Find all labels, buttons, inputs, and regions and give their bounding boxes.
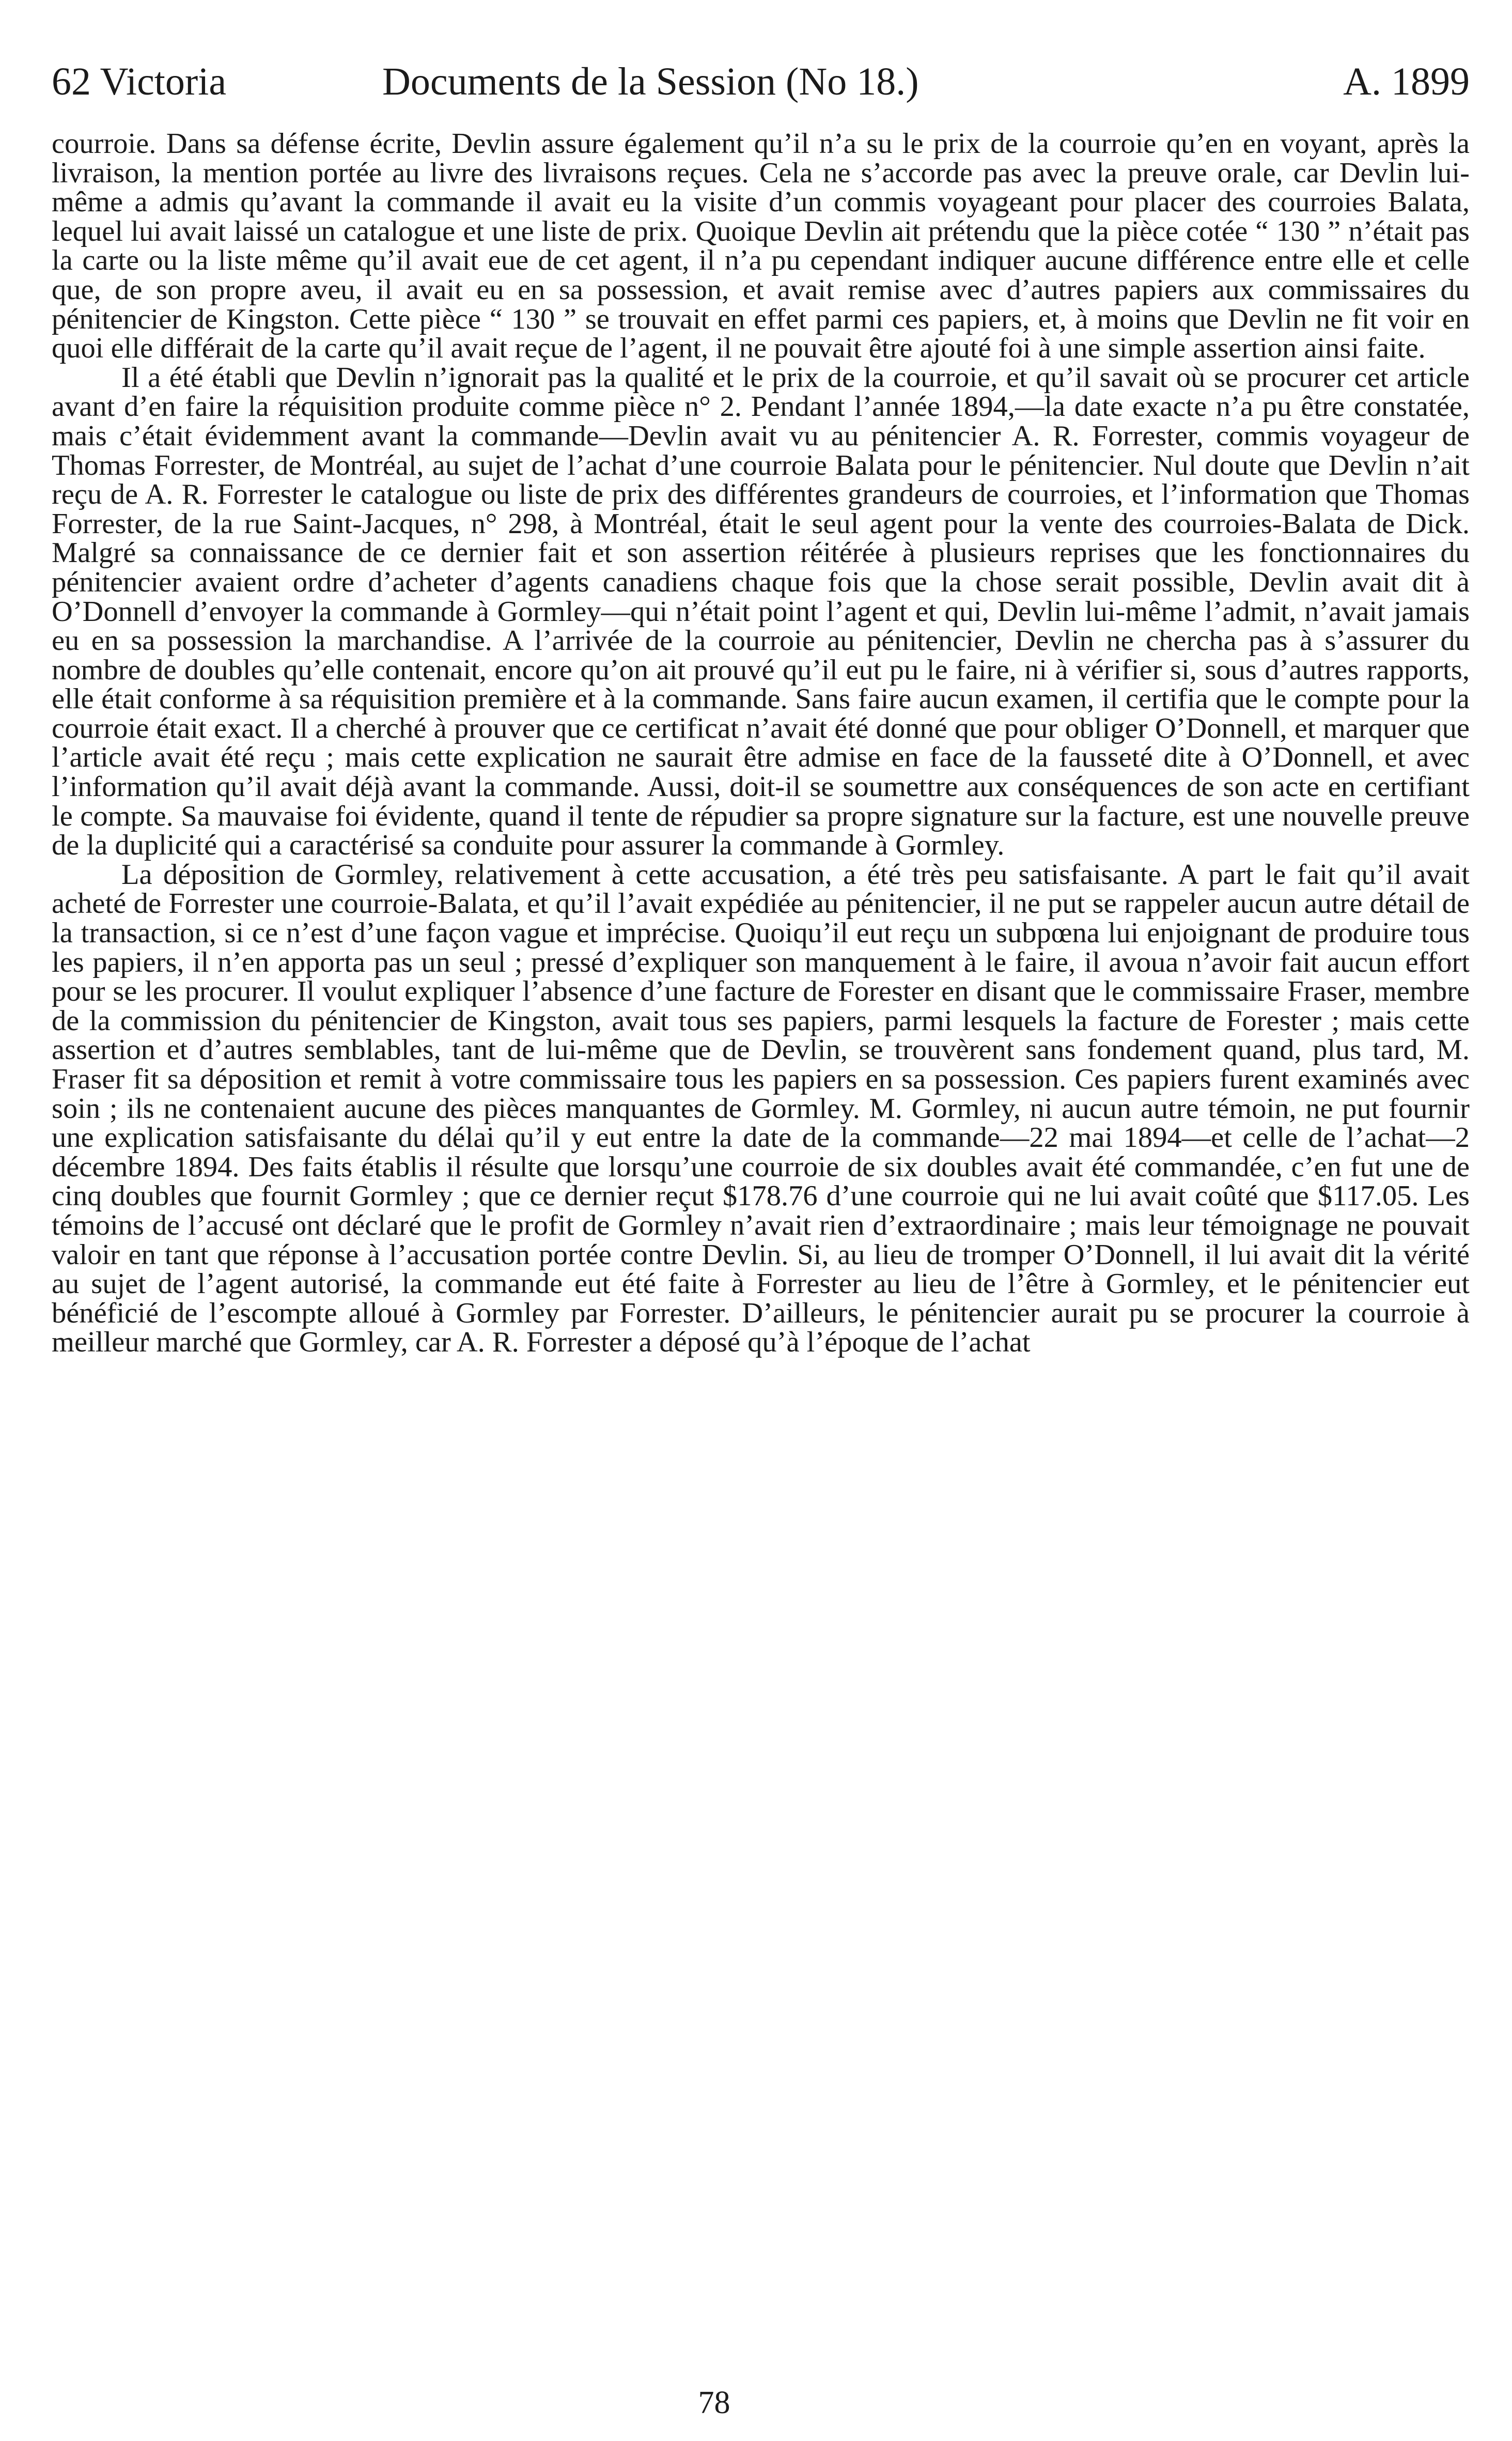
header-center: Documents de la Session (No 18.)	[382, 60, 919, 103]
running-header	[52, 62, 1470, 129]
document-page	[52, 62, 1470, 2428]
header-right: A. 1899	[1343, 60, 1470, 103]
page-footer	[52, 2387, 1470, 2419]
header-left: 62 Victoria	[52, 60, 227, 103]
paragraph-2: Il a été établi que Devlin n’ignorait pas la qualité et le prix de la courroie, et qu’il savait où se procurer cet article avant d’en faire la réquisition produite comme pièce n° 2. Pendant l’année 1894,—la date exacte n’a pu être constatée, mais c’était évidemment avant la commande—Devlin avait vu au pénitencier A. R. Forrester, commis voyageur de Thomas Forrester, de Montréal, au sujet de l’achat d’une courroie Balata pour le pénitencier. Nul doute que Devlin n’ait reçu de A. R. Forrester le catalogue ou liste de prix des différentes grandeurs de courroies, et l’information que Thomas Forrester, de la rue Saint-Jacques, n° 298, à Montréal, était le seul agent pour la vente des courroies-Balata de Dick. Malgré sa connaissance de ce dernier fait et son assertion réitérée à plusieurs reprises que les fonctionnaires du pénitencier avaient ordre d’acheter d’agents canadiens chaque fois que la chose serait possible, Devlin avait dit à O’Donnell d’envoyer la commande à Gormley—qui n’était point l’agent et qui, Devlin lui-même l’admit, n’avait jamais eu en sa possession la marchandise. A l’arrivée de la courroie au pénitencier, Devlin ne chercha pas à s’assurer du nombre de doubles qu’elle contenait, encore qu’on ait prouvé qu’il eut pu le faire, ni à vérifier si, sous d’autres rapports, elle était conforme à sa réquisition première et à la commande. Sans faire aucun examen, il certifia que le compte pour la courroie était exact. Il a cherché à prouver que ce certificat n’avait été donné que pour obliger O’Donnell, et marquer que l’article avait été reçu ; mais cette explication ne saurait être admise en face de la fausseté dite à O’Donnell, et avec l’information qu’il avait déjà avant la commande. Aussi, doit-il se soumettre aux conséquences de son acte en certifiant le compte. Sa mauvaise foi évidente, quand il tente de répudier sa propre signature sur la facture, est une nouvelle preuve de la duplicité qui a caractérisé sa conduite pour assurer la commande à Gormley.	[52, 361, 1470, 862]
paragraph-1: courroie. Dans sa défense écrite, Devlin assure également qu’il n’a su le prix de la courroie qu’en en voyant, après la livraison, la mention portée au livre des livraisons reçues. Cela ne s’accorde pas avec la preuve orale, car Devlin lui-même a admis qu’avant la commande il avait eu la visite d’un commis voyageant pour placer des courroies Balata, lequel lui avait laissé un catalogue et une liste de prix. Quoique Devlin ait prétendu que la pièce cotée “ 130 ” n’était pas la carte ou la liste même qu’il avait eue de cet agent, il n’a pu cependant indiquer aucune différence entre elle et celle que, de son propre aveu, il avait eu en sa possession, et avait remise avec d’autres papiers aux commissaires du pénitencier de Kingston. Cette pièce “ 130 ” se trouvait en effet parmi ces papiers, et, à moins que Devlin ne fit voir en quoi elle différait de la carte qu’il avait reçue de l’agent, il ne pouvait être ajouté foi à une simple assertion ainsi faite.	[52, 128, 1470, 365]
page-number: 78	[698, 2385, 730, 2420]
paragraph-3: La déposition de Gormley, relativement à cette accusation, a été très peu satisfaisante. A part le fait qu’il avait acheté de Forrester une courroie-Balata, et qu’il l’avait expédiée au pénitencier, il ne put se rappeler aucun autre détail de la transaction, si ce n’est d’une façon vague et imprécise. Quoiqu’il eut reçu un subpœna lui enjoignant de produire tous les papiers, il n’en apporta pas un seul ; pressé d’expliquer son manquement à le faire, il avoua n’avoir fait aucun effort pour se les procurer. Il voulut expliquer l’absence d’une facture de Forester en disant que le commissaire Fraser, membre de la commission du pénitencier de Kingston, avait tous ses papiers, parmi lesquels la facture de Forester ; mais cette assertion et d’autres semblables, tant de lui-même que de Devlin, se trouvèrent sans fondement quand, plus tard, M. Fraser fit sa déposition et remit à votre commissaire tous les papiers en sa possession. Ces papiers furent examinés avec soin ; ils ne contenaient aucune des pièces manquantes de Gormley. M. Gormley, ni aucun autre témoin, ne put fournir une explication satisfaisante du délai qu’il y eut entre la date de la commande—22 mai 1894—et celle de l’achat—2 décembre 1894. Des faits établis il résulte que lorsqu’une courroie de six doubles avait été commandée, c’en fut une de cinq doubles que fournit Gormley ; que ce dernier reçut $178.76 d’une courroie qui ne lui avait coûté que $117.05. Les témoins de l’accusé ont déclaré que le profit de Gormley n’avait rien d’extraordinaire ; mais leur témoignage ne pouvait valoir en tant que réponse à l’accusation portée contre Devlin. Si, au lieu de tromper O’Donnell, il lui avait dit la vérité au sujet de l’agent autorisé, la commande eut été faite à Forrester au lieu de l’être à Gormley, et le pénitencier eut bénéficié de l’escompte alloué à Gormley par Forrester. D’ailleurs, le pénitencier aurait pu se procurer la courroie à meilleur marché que Gormley, car A. R. Forrester a déposé qu’à l’époque de l’achat	[52, 858, 1470, 1359]
body-text	[52, 129, 1470, 1357]
